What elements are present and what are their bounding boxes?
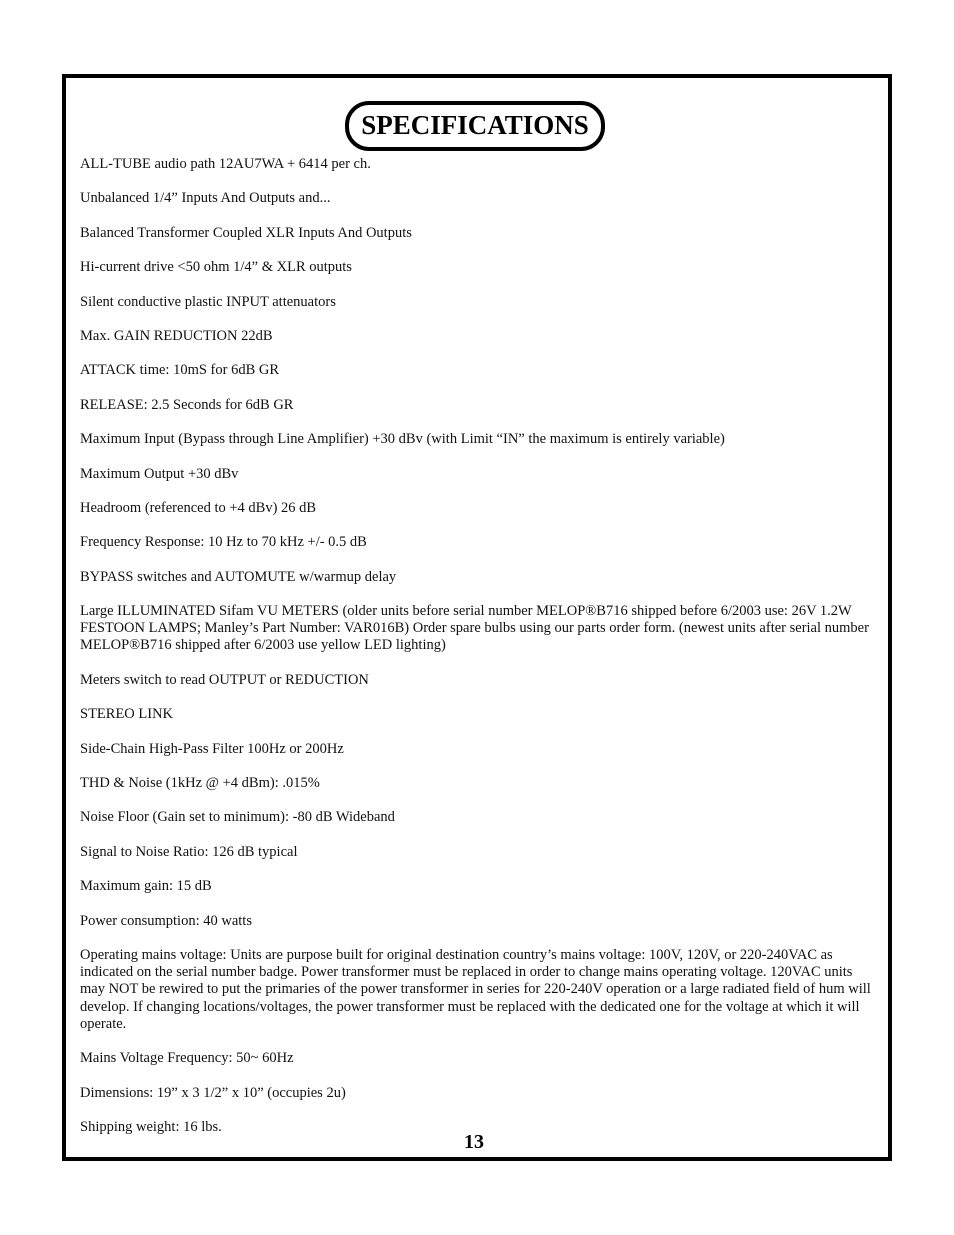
spec-item: ATTACK time: 10mS for 6dB GR bbox=[80, 362, 280, 379]
spec-item: BYPASS switches and AUTOMUTE w/warmup delay bbox=[80, 568, 397, 585]
spec-item: Headroom (referenced to +4 dBv) 26 dB bbox=[80, 499, 317, 516]
spec-item: Max. GAIN REDUCTION 22dB bbox=[80, 327, 273, 344]
spec-item: Dimensions: 19” x 3 1/2” x 10” (occupies 2u) bbox=[80, 1084, 346, 1101]
spec-item: Operating mains voltage: Units are purpose built for original destination country’s mains voltage: 100V, 120V, or 220-240VAC as indicated on the serial number badge. Power transformer must be replaced in order to change mains operating voltage. 120VAC units may NOT be rewired to put the primaries of the power transformer in series for 220-240V operation or a large radiated field of hum will develop. If changing locations/voltages, the power transformer must be replaced with the dedicated one for the voltage at which it will operate. bbox=[80, 947, 871, 1032]
spec-item: Noise Floor (Gain set to minimum): -80 dB Wideband bbox=[80, 809, 395, 826]
spec-item: Balanced Transformer Coupled XLR Inputs And Outputs bbox=[80, 224, 412, 241]
spec-list bbox=[80, 156, 880, 1153]
spec-item: Large ILLUMINATED Sifam VU METERS (older units before serial number MELOP®B716 shipped before 6/2003 use: 26V 1.2W FESTOON LAMPS; Manley’s Part Number: VAR016B) Order spare bulbs using our parts order form. (newest units after serial number MELOP®B716 shipped after 6/2003 use yellow LED lighting) bbox=[80, 603, 869, 654]
spec-item: STEREO LINK bbox=[80, 706, 174, 723]
page-border bbox=[62, 74, 892, 1161]
spec-item: Signal to Noise Ratio: 126 dB typical bbox=[80, 843, 298, 860]
spec-item: Shipping weight: 16 lbs. bbox=[80, 1118, 222, 1135]
page-title: SPECIFICATIONS bbox=[345, 101, 605, 151]
spec-item: Power consumption: 40 watts bbox=[80, 912, 252, 929]
spec-item: Meters switch to read OUTPUT or REDUCTION bbox=[80, 671, 369, 688]
spec-item: THD & Noise (1kHz @ +4 dBm): .015% bbox=[80, 775, 320, 792]
spec-item: Frequency Response: 10 Hz to 70 kHz +/- 0.5 dB bbox=[80, 534, 367, 551]
page-number: 13 bbox=[464, 1131, 484, 1153]
title-container bbox=[66, 101, 888, 151]
spec-item: Hi-current drive <50 ohm 1/4” & XLR outputs bbox=[80, 259, 352, 276]
spec-item: Unbalanced 1/4” Inputs And Outputs and... bbox=[80, 190, 331, 207]
spec-item: RELEASE: 2.5 Seconds for 6dB GR bbox=[80, 396, 294, 413]
spec-item: Mains Voltage Frequency: 50~ 60Hz bbox=[80, 1050, 294, 1067]
spec-item: Maximum Input (Bypass through Line Amplifier) +30 dBv (with Limit “IN” the maximum is entirely variable) bbox=[80, 431, 725, 448]
spec-item: Silent conductive plastic INPUT attenuators bbox=[80, 293, 336, 310]
spec-item: Maximum Output +30 dBv bbox=[80, 465, 239, 482]
spec-item: Maximum gain: 15 dB bbox=[80, 878, 212, 895]
spec-item: ALL-TUBE audio path 12AU7WA + 6414 per ch. bbox=[80, 156, 371, 172]
spec-item: Side-Chain High-Pass Filter 100Hz or 200Hz bbox=[80, 740, 344, 757]
